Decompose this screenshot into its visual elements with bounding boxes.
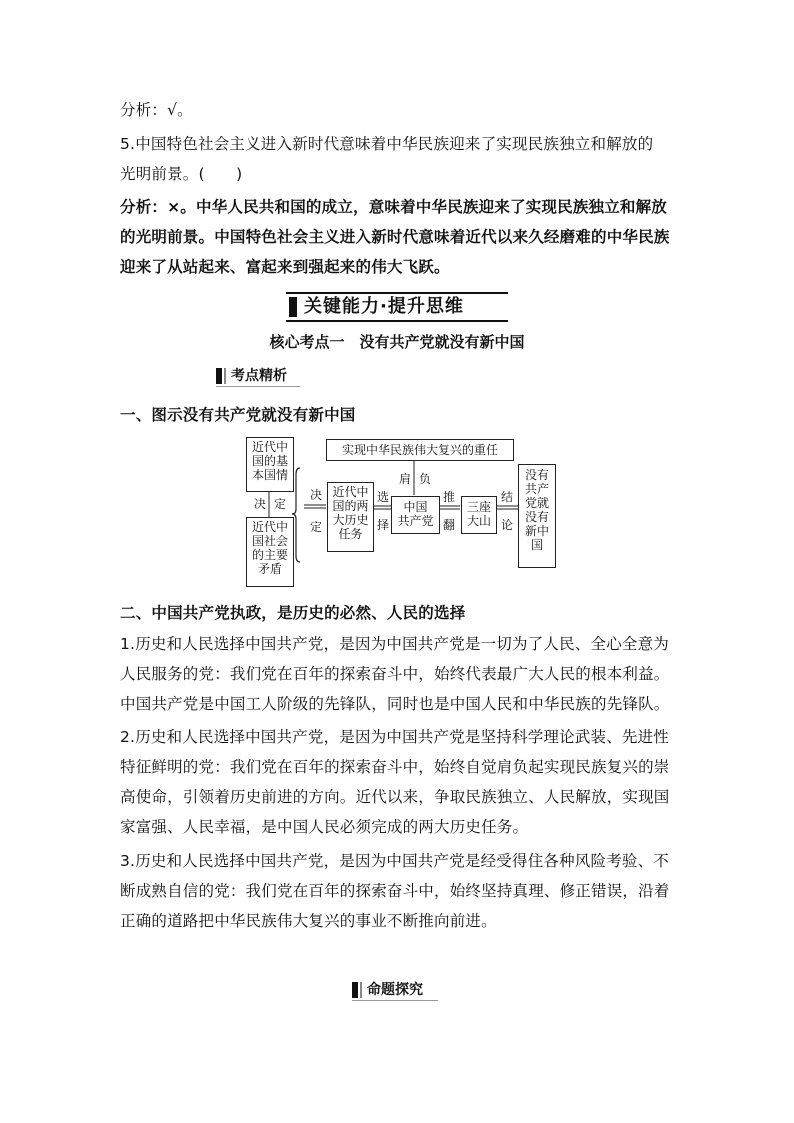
paragraph-3-line-3: 正确的道路把中华民族伟大复兴的事业不断推向前进。 xyxy=(120,912,497,930)
box-text: 近代中 xyxy=(251,520,288,534)
paragraph-2-line-3: 高使命，引领着历史前进的方向。近代以来，争取民族独立、人民解放，实现国 xyxy=(120,788,670,806)
label-choose-a: 选 xyxy=(377,490,390,504)
tag-bar-icon xyxy=(360,982,362,998)
label-conclusion-a: 结 xyxy=(501,490,514,504)
box-text: 近代中 xyxy=(332,485,369,499)
box-text: 任务 xyxy=(338,527,363,541)
paragraph-2-line-4: 家富强、人民幸福，是中国人民必须完成的两大历史任务。 xyxy=(120,818,529,836)
label-decide-1b: 定 xyxy=(274,497,287,511)
tag-exploration xyxy=(352,980,438,1001)
paragraph-2-line-1: 2.历史和人民选择中国共产党，是因为中国共产党是坚持科学理论武装、先进性 xyxy=(120,728,669,746)
box-rejuvenation-task: 实现中华民族伟大复兴的重任 xyxy=(326,439,514,461)
label-decide-2b: 定 xyxy=(310,520,323,534)
box-text: 党就 xyxy=(524,496,549,510)
box-text: 矛盾 xyxy=(257,562,282,576)
section-2-heading: 二、中国共产党执政，是历史的必然、人民的选择 xyxy=(120,604,466,622)
box-text: 国的基 xyxy=(251,454,288,468)
box-main-contradiction xyxy=(246,517,294,587)
tag-label: 命题探究 xyxy=(367,982,423,998)
label-decide-1a: 决 xyxy=(254,497,267,511)
analysis-2-line-3: 迎来了从站起来、富起来到强起来的伟大飞跃。 xyxy=(120,258,450,276)
paragraph-3-line-2: 断成熟自信的党：我们党在百年的探索奋斗中，始终坚持真理、修正错误，沿着 xyxy=(120,882,670,900)
box-text: 大山 xyxy=(466,514,491,528)
box-conclusion xyxy=(518,464,556,568)
box-text: 没有 xyxy=(524,510,549,524)
label-choose-b: 择 xyxy=(377,518,390,532)
box-text: 近代中 xyxy=(251,440,288,454)
label-overthrow-b: 翻 xyxy=(443,518,456,532)
box-text: 本国情 xyxy=(251,468,288,482)
label-shoulder-a: 肩 xyxy=(399,472,412,486)
tag-bar-icon xyxy=(352,982,358,998)
box-text: 中国 xyxy=(403,500,428,514)
paragraph-2-line-2: 特征鲜明的党：我们党在百年的探索奋斗中，始终自觉肩负起实现民族复兴的崇 xyxy=(120,758,670,776)
label-decide-2a: 决 xyxy=(310,488,323,502)
label-conclusion-b: 论 xyxy=(501,518,514,532)
tag-label: 考点精析 xyxy=(231,368,287,384)
label-overthrow-a: 推 xyxy=(443,490,456,504)
box-historical-tasks xyxy=(327,482,374,552)
paragraph-1-line-3: 中国共产党是中国工人阶级的先锋队，同时也是中国人民和中华民族的先锋队。 xyxy=(120,695,670,713)
question-5-line-2: 光明前景。( ) xyxy=(120,165,243,183)
paragraph-1-line-2: 人民服务的党：我们党在百年的探索奋斗中，始终代表最广大人民的根本利益。 xyxy=(120,665,670,683)
box-cpc xyxy=(391,496,440,534)
box-text: 国的两 xyxy=(332,499,369,513)
analysis-line: 分析：√。 xyxy=(120,101,193,119)
question-5-line-1: 5.中国特色社会主义进入新时代意味着中华民族迎来了实现民族独立和解放的 xyxy=(120,135,654,153)
core-point-title: 核心考点一 没有共产党就没有新中国 xyxy=(269,333,525,351)
section-1-heading: 一、图示没有共产党就没有新中国 xyxy=(120,406,356,424)
box-text: 共产 xyxy=(524,482,549,496)
banner-title: 关键能力·提升思维 xyxy=(304,296,464,317)
analysis-2-line-1: 分析：×。中华人民共和国的成立，意味着中华民族迎来了实现民族独立和解放 xyxy=(120,198,667,216)
box-text: 国 xyxy=(530,538,543,552)
box-three-mountains xyxy=(461,496,497,534)
box-text: 新中 xyxy=(524,524,549,538)
box-text: 国社会 xyxy=(251,534,288,548)
box-text: 共产党 xyxy=(397,514,434,528)
box-text: 三座 xyxy=(466,500,491,514)
label-shoulder-b: 负 xyxy=(419,472,432,486)
box-text: 大历史 xyxy=(332,513,369,527)
paragraph-3-line-1: 3.历史和人民选择中国共产党，是因为中国共产党是经受得住各种风险考验、不 xyxy=(120,852,669,870)
analysis-2-line-2: 的光明前景。中国特色社会主义进入新时代意味着近代以来久经磨难的中华民族 xyxy=(120,228,670,246)
box-text: 的主要 xyxy=(251,548,288,562)
box-basic-conditions xyxy=(246,437,294,492)
paragraph-1-line-1: 1.历史和人民选择中国共产党，是因为中国共产党是一切为了人民、全心全意为 xyxy=(120,635,669,653)
box-text: 没有 xyxy=(524,468,549,482)
